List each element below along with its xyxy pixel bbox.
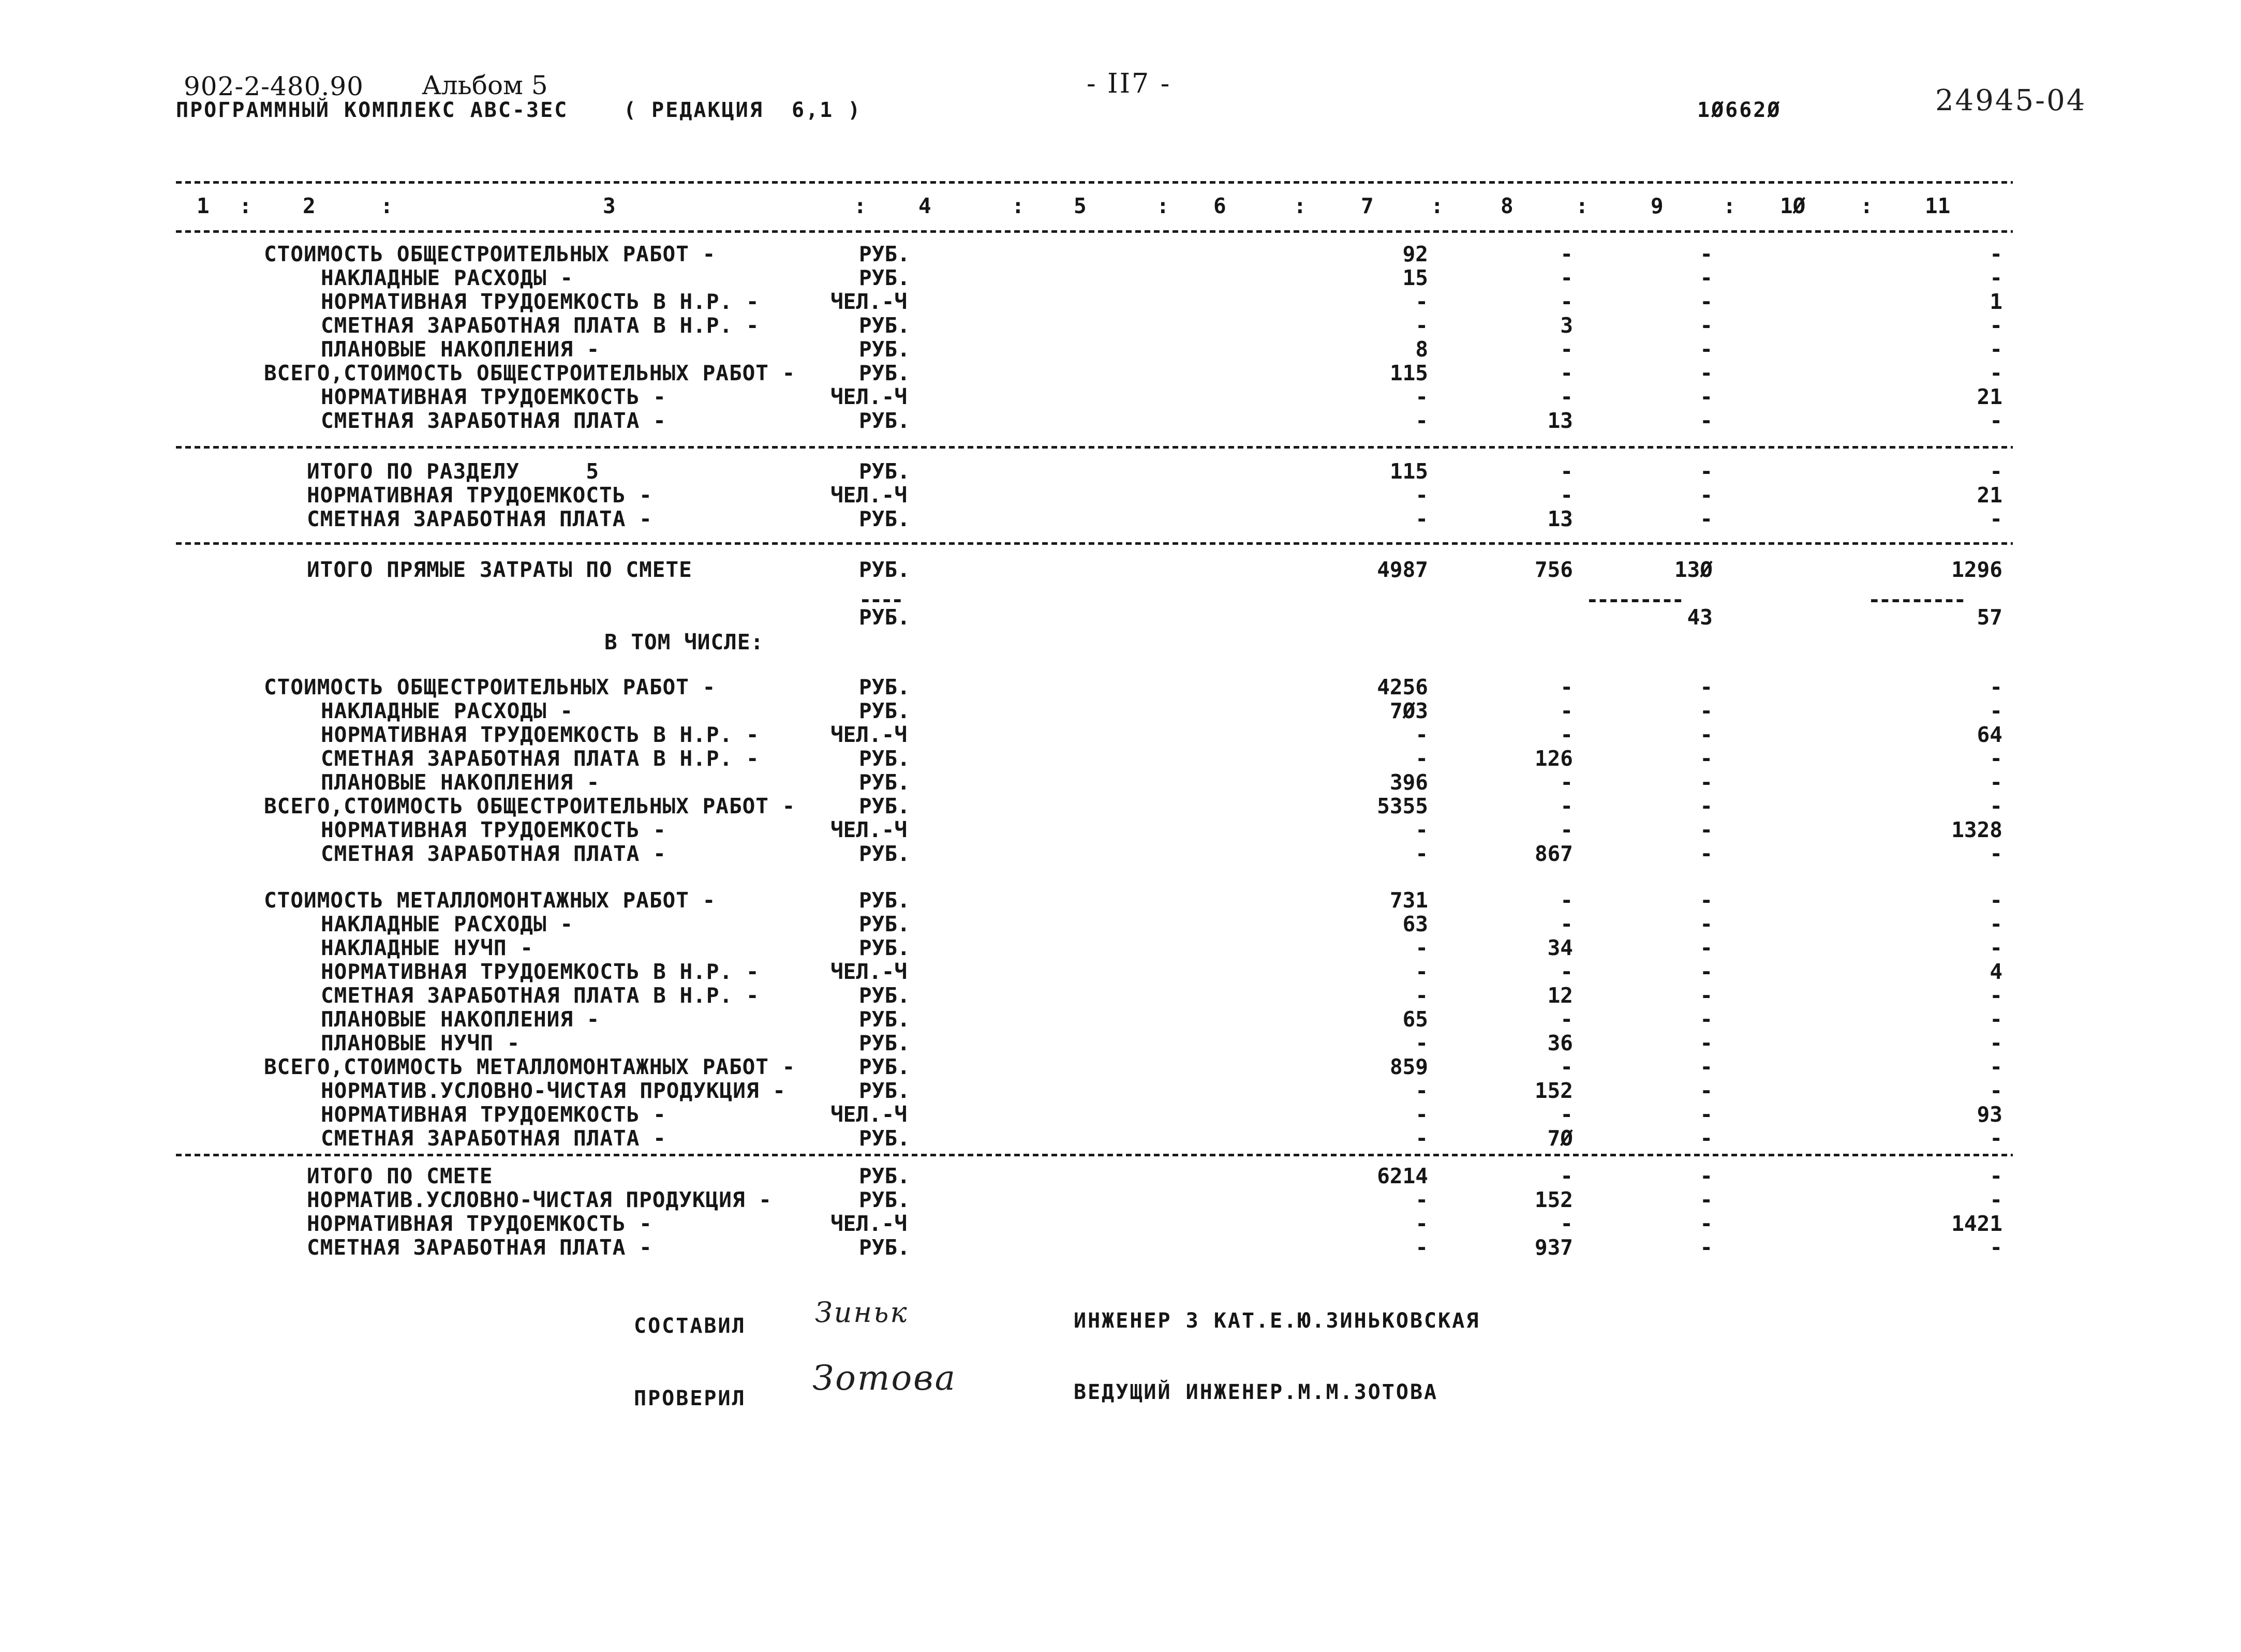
signature-block	[0, 1268, 2241, 1449]
table-row	[0, 747, 2241, 770]
unit-underline: ----	[859, 587, 902, 612]
value-c7: -	[1415, 408, 1428, 433]
value-c9: -	[1700, 841, 1713, 866]
program-title: ПРОГРАММНЫЙ КОМПЛЕКС АВС-3ЕС	[176, 98, 569, 122]
value-c9: -	[1700, 1126, 1713, 1151]
value-c9: 43	[1687, 605, 1713, 630]
value-c11: 57	[1977, 605, 2002, 630]
value-c8: 7Ø	[1547, 1126, 1573, 1151]
row-label: СМЕТНАЯ ЗАРАБОТНАЯ ПЛАТА В Н.Р. -	[321, 746, 760, 771]
value-c11: -	[1990, 265, 2002, 290]
value-c9: -	[1700, 1187, 1713, 1212]
checked-name: ВЕДУЩИЙ ИНЖЕНЕР.М.М.ЗОТОВА	[1074, 1380, 1438, 1404]
value-c9: -	[1700, 289, 1713, 314]
value-c9: -	[1700, 361, 1713, 385]
table-row	[0, 290, 2241, 314]
value-c8: -	[1560, 265, 1573, 290]
table-row	[0, 1007, 2241, 1031]
value-c7: -	[1415, 313, 1428, 338]
row-label: ПЛАНОВЫЕ НАКОПЛЕНИЯ -	[321, 337, 600, 362]
value-c8: -	[1560, 483, 1573, 508]
row-label: ПЛАНОВЫЕ НАКОПЛЕНИЯ -	[321, 1007, 600, 1032]
value-c7: 115	[1389, 459, 1428, 484]
value-c7: 7Ø3	[1389, 698, 1428, 723]
column-separator: :	[380, 194, 393, 218]
value-c11: 1296	[1951, 557, 2002, 582]
value-c8: -	[1560, 675, 1573, 700]
value-c8: -	[1560, 1007, 1573, 1032]
value-c8: 13	[1547, 507, 1573, 531]
value-c7: -	[1415, 1187, 1428, 1212]
value-c9: -	[1700, 459, 1713, 484]
table-row	[0, 314, 2241, 337]
table-row	[0, 1212, 2241, 1236]
row-label: СМЕТНАЯ ЗАРАБОТНАЯ ПЛАТА В Н.Р. -	[321, 983, 760, 1008]
column-header: 6	[1213, 194, 1226, 218]
value-c7: 8	[1415, 337, 1428, 362]
column-header: 7	[1361, 194, 1374, 218]
table-row	[0, 1079, 2241, 1103]
value-c7: -	[1415, 959, 1428, 984]
table-row	[0, 912, 2241, 936]
value-c9: -	[1700, 1235, 1713, 1260]
table-row	[0, 337, 2241, 361]
table-row	[0, 1164, 2241, 1188]
row-label: НОРМАТИВНАЯ ТРУДОЕМКОСТЬ В Н.Р. -	[321, 289, 760, 314]
value-c11: 21	[1977, 384, 2002, 409]
column-separator: :	[854, 194, 867, 218]
value-c11: -	[1990, 1164, 2002, 1188]
value-c9: -	[1700, 1164, 1713, 1188]
value-c7: -	[1415, 1126, 1428, 1151]
row-unit: РУБ.	[859, 337, 910, 362]
row-label: СМЕТНАЯ ЗАРАБОТНАЯ ПЛАТА -	[307, 507, 652, 531]
value-c9: -	[1700, 1078, 1713, 1103]
row-label: НОРМАТИВ.УСЛОВНО-ЧИСТАЯ ПРОДУКЦИЯ -	[321, 1078, 786, 1103]
row-label: ПЛАНОВЫЕ НУЧП -	[321, 1031, 521, 1055]
value-c7: 859	[1389, 1054, 1428, 1079]
row-unit: ЧЕЛ.-Ч	[830, 817, 908, 842]
c9-underline: ---------	[1586, 587, 1683, 612]
value-c9: -	[1700, 935, 1713, 960]
value-c7: 63	[1402, 912, 1428, 936]
row-unit: РУБ.	[859, 888, 910, 913]
value-c9: -	[1700, 983, 1713, 1008]
row-unit: РУБ.	[859, 1007, 910, 1032]
value-c11: -	[1990, 1078, 2002, 1103]
table-row	[0, 984, 2241, 1007]
value-c9: -	[1700, 313, 1713, 338]
table-row	[0, 818, 2241, 842]
value-c8: 12	[1547, 983, 1573, 1008]
value-c11: -	[1990, 888, 2002, 913]
row-label: НАКЛАДНЫЕ РАСХОДЫ -	[321, 912, 573, 936]
row-unit: РУБ.	[859, 1187, 910, 1212]
row-unit: РУБ.	[859, 361, 910, 385]
column-separator: :	[239, 194, 252, 218]
value-c8: -	[1560, 337, 1573, 362]
value-c7: -	[1415, 817, 1428, 842]
table-rule	[176, 1154, 2013, 1156]
row-unit: РУБ.	[859, 983, 910, 1008]
code-b: 24945-04	[1935, 84, 2087, 117]
row-unit: РУБ.	[859, 408, 910, 433]
value-c9: -	[1700, 265, 1713, 290]
row-unit: РУБ.	[859, 1126, 910, 1151]
value-c8: -	[1560, 770, 1573, 795]
value-c9: -	[1700, 1211, 1713, 1236]
column-header: 9	[1651, 194, 1664, 218]
row-label: НАКЛАДНЫЕ НУЧП -	[321, 935, 533, 960]
table-row	[0, 1188, 2241, 1212]
value-c7: 115	[1389, 361, 1428, 385]
column-header: 1Ø	[1780, 194, 1806, 218]
value-c7: 92	[1402, 242, 1428, 266]
value-c8: -	[1560, 959, 1573, 984]
value-c8: -	[1560, 289, 1573, 314]
code-a: 1Ø662Ø	[1697, 98, 1782, 122]
value-c11: -	[1990, 935, 2002, 960]
value-c9: -	[1700, 384, 1713, 409]
value-c8: 152	[1534, 1078, 1573, 1103]
value-c11: 1	[1990, 289, 2002, 314]
table-row	[0, 699, 2241, 723]
value-c9: -	[1700, 888, 1713, 913]
table-row	[0, 385, 2241, 409]
table-row	[0, 266, 2241, 290]
value-c7: -	[1415, 384, 1428, 409]
value-c8: 34	[1547, 935, 1573, 960]
value-c8: -	[1560, 888, 1573, 913]
row-unit: РУБ.	[859, 698, 910, 723]
value-c7: -	[1415, 507, 1428, 531]
row-label: СМЕТНАЯ ЗАРАБОТНАЯ ПЛАТА -	[321, 841, 666, 866]
value-c11: 4	[1990, 959, 2002, 984]
row-label: ВСЕГО,СТОИМОСТЬ МЕТАЛЛОМОНТАЖНЫХ РАБОТ -	[264, 1054, 796, 1079]
value-c9: -	[1700, 1102, 1713, 1127]
value-c8: -	[1560, 1211, 1573, 1236]
table-rule	[176, 446, 2013, 449]
value-c8: -	[1560, 698, 1573, 723]
compiled-label: СОСТАВИЛ	[634, 1314, 746, 1338]
value-c8: 126	[1534, 746, 1573, 771]
row-label: ИТОГО ПРЯМЫЕ ЗАТРАТЫ ПО СМЕТЕ	[307, 557, 692, 582]
column-header: 4	[918, 194, 931, 218]
row-unit: РУБ.	[859, 1164, 910, 1188]
value-c7: -	[1415, 289, 1428, 314]
column-header: 8	[1501, 194, 1513, 218]
row-label: НОРМАТИВНАЯ ТРУДОЕМКОСТЬ В Н.Р. -	[321, 959, 760, 984]
row-label: НОРМАТИВНАЯ ТРУДОЕМКОСТЬ -	[321, 817, 666, 842]
value-c9: -	[1700, 746, 1713, 771]
value-c8: -	[1560, 912, 1573, 936]
column-separator: :	[1431, 194, 1444, 218]
value-c9: -	[1700, 722, 1713, 747]
table-row	[0, 1031, 2241, 1055]
value-c7: -	[1415, 722, 1428, 747]
table-row	[0, 842, 2241, 866]
value-c7: -	[1415, 1211, 1428, 1236]
value-c9: -	[1700, 1007, 1713, 1032]
value-c11: -	[1990, 675, 2002, 700]
value-c9: -	[1700, 507, 1713, 531]
checked-label: ПРОВЕРИЛ	[634, 1387, 746, 1410]
value-c11: -	[1990, 507, 2002, 531]
row-unit: РУБ.	[859, 1031, 910, 1055]
value-c8: -	[1560, 1164, 1573, 1188]
value-c7: 65	[1402, 1007, 1428, 1032]
value-c11: -	[1990, 1126, 2002, 1151]
row-label: СМЕТНАЯ ЗАРАБОТНАЯ ПЛАТА -	[321, 408, 666, 433]
value-c7: -	[1415, 1031, 1428, 1055]
value-c8: 36	[1547, 1031, 1573, 1055]
column-separator: :	[1156, 194, 1169, 218]
table-rule	[176, 181, 2013, 184]
value-c8: -	[1560, 361, 1573, 385]
value-c9: -	[1700, 959, 1713, 984]
value-c9: -	[1700, 794, 1713, 818]
value-c7: 5355	[1377, 794, 1428, 818]
value-c8: 3	[1560, 313, 1573, 338]
value-c11: -	[1990, 794, 2002, 818]
column-header-row	[0, 194, 2241, 218]
compiled-name: ИНЖЕНЕР 3 КАТ.Е.Ю.ЗИНЬКОВСКАЯ	[1074, 1309, 1480, 1333]
row-label: В ТОМ ЧИСЛЕ:	[604, 630, 764, 654]
table-row	[0, 936, 2241, 960]
value-c11: -	[1990, 1007, 2002, 1032]
row-label: ИТОГО ПО СМЕТЕ	[307, 1164, 493, 1188]
value-c8: 937	[1534, 1235, 1573, 1260]
row-label: ВСЕГО,СТОИМОСТЬ ОБЩЕСТРОИТЕЛЬНЫХ РАБОТ -	[264, 361, 796, 385]
value-c7: -	[1415, 841, 1428, 866]
table-row	[0, 242, 2241, 266]
table-row	[0, 459, 2241, 483]
row-label: НОРМАТИВ.УСЛОВНО-ЧИСТАЯ ПРОДУКЦИЯ -	[307, 1187, 772, 1212]
row-unit: ЧЕЛ.-Ч	[830, 1211, 908, 1236]
value-c8: -	[1560, 722, 1573, 747]
row-label: НОРМАТИВНАЯ ТРУДОЕМКОСТЬ -	[321, 1102, 666, 1127]
row-label: НОРМАТИВНАЯ ТРУДОЕМКОСТЬ -	[307, 1211, 652, 1236]
value-c7: 731	[1389, 888, 1428, 913]
table-row	[0, 630, 2241, 654]
row-label: ВСЕГО,СТОИМОСТЬ ОБЩЕСТРОИТЕЛЬНЫХ РАБОТ -	[264, 794, 796, 818]
row-label: СТОИМОСТЬ ОБЩЕСТРОИТЕЛЬНЫХ РАБОТ -	[264, 242, 716, 266]
value-c8: -	[1560, 242, 1573, 266]
table-row	[0, 558, 2241, 582]
row-unit: РУБ.	[859, 459, 910, 484]
compiled-signature: Зиньк	[815, 1296, 909, 1329]
table-row	[0, 1126, 2241, 1150]
value-c8: 756	[1534, 557, 1573, 582]
row-unit: РУБ.	[859, 794, 910, 818]
value-c11: 21	[1977, 483, 2002, 508]
row-unit: РУБ.	[859, 746, 910, 771]
row-label: НАКЛАДНЫЕ РАСХОДЫ -	[321, 698, 573, 723]
value-c7: -	[1415, 1078, 1428, 1103]
value-c9: -	[1700, 408, 1713, 433]
column-header: 1	[197, 194, 210, 218]
table-row	[0, 770, 2241, 794]
value-c11: -	[1990, 770, 2002, 795]
value-c11: -	[1990, 242, 2002, 266]
value-c7: 396	[1389, 770, 1428, 795]
value-c11: -	[1990, 841, 2002, 866]
value-c11: 1421	[1951, 1211, 2002, 1236]
row-unit: РУБ.	[859, 265, 910, 290]
row-unit: ЧЕЛ.-Ч	[830, 1102, 908, 1127]
row-unit: ЧЕЛ.-Ч	[830, 722, 908, 747]
value-c11: -	[1990, 1031, 2002, 1055]
column-header: 5	[1074, 194, 1087, 218]
value-c8: -	[1560, 817, 1573, 842]
c11-underline: ---------	[1868, 587, 1965, 612]
row-unit: ЧЕЛ.-Ч	[830, 384, 908, 409]
row-unit: ЧЕЛ.-Ч	[830, 289, 908, 314]
value-c11: 93	[1977, 1102, 2002, 1127]
row-label: НОРМАТИВНАЯ ТРУДОЕМКОСТЬ -	[321, 384, 666, 409]
value-c11: 64	[1977, 722, 2002, 747]
value-c7: 4256	[1377, 675, 1428, 700]
value-c9: -	[1700, 770, 1713, 795]
column-separator: :	[1860, 194, 1873, 218]
column-separator: :	[1576, 194, 1589, 218]
value-c9: -	[1700, 698, 1713, 723]
value-c8: 152	[1534, 1187, 1573, 1212]
value-c8: 13	[1547, 408, 1573, 433]
table-rule	[176, 230, 2013, 233]
table-row	[0, 507, 2241, 531]
row-unit: РУБ.	[859, 1078, 910, 1103]
row-label: СМЕТНАЯ ЗАРАБОТНАЯ ПЛАТА -	[307, 1235, 652, 1260]
row-label: НОРМАТИВНАЯ ТРУДОЕМКОСТЬ -	[307, 483, 652, 508]
value-c11: -	[1990, 408, 2002, 433]
row-unit: РУБ.	[859, 1054, 910, 1079]
table-row	[0, 888, 2241, 912]
page-number: - II7 -	[1087, 68, 1171, 99]
row-label: НАКЛАДНЫЕ РАСХОДЫ -	[321, 265, 573, 290]
value-c8: -	[1560, 459, 1573, 484]
value-c11: -	[1990, 1235, 2002, 1260]
value-c7: -	[1415, 983, 1428, 1008]
edition-label: ( РЕДАКЦИЯ 6,1 )	[624, 98, 862, 122]
row-label: НОРМАТИВНАЯ ТРУДОЕМКОСТЬ В Н.Р. -	[321, 722, 760, 747]
row-unit: РУБ.	[859, 912, 910, 936]
value-c11: -	[1990, 746, 2002, 771]
value-c7: 4987	[1377, 557, 1428, 582]
row-unit: РУБ.	[859, 1235, 910, 1260]
column-separator: :	[1294, 194, 1307, 218]
row-unit: РУБ.	[859, 841, 910, 866]
row-label: СМЕТНАЯ ЗАРАБОТНАЯ ПЛАТА В Н.Р. -	[321, 313, 760, 338]
row-label: СТОИМОСТЬ ОБЩЕСТРОИТЕЛЬНЫХ РАБОТ -	[264, 675, 716, 700]
column-header: 2	[303, 194, 316, 218]
value-c9: -	[1700, 337, 1713, 362]
row-label: ПЛАНОВЫЕ НАКОПЛЕНИЯ -	[321, 770, 600, 795]
value-c7: -	[1415, 746, 1428, 771]
row-unit: РУБ.	[859, 605, 910, 630]
column-header: 11	[1925, 194, 1951, 218]
value-c11: -	[1990, 1187, 2002, 1212]
value-c11: -	[1990, 983, 2002, 1008]
value-c9: -	[1700, 817, 1713, 842]
value-c9: 13Ø	[1674, 557, 1713, 582]
value-c8: -	[1560, 1102, 1573, 1127]
table-row	[0, 723, 2241, 747]
row-unit: РУБ.	[859, 557, 910, 582]
table-row	[0, 1236, 2241, 1259]
value-c8: -	[1560, 384, 1573, 409]
value-c9: -	[1700, 1054, 1713, 1079]
row-unit: РУБ.	[859, 935, 910, 960]
value-c7: -	[1415, 935, 1428, 960]
row-label: ИТОГО ПО РАЗДЕЛУ 5	[307, 459, 600, 484]
value-c7: 6214	[1377, 1164, 1428, 1188]
row-unit: РУБ.	[859, 507, 910, 531]
value-c11: -	[1990, 698, 2002, 723]
table-row	[0, 409, 2241, 433]
value-c9: -	[1700, 675, 1713, 700]
value-c11: -	[1990, 912, 2002, 936]
table-row	[0, 794, 2241, 818]
value-c11: -	[1990, 1054, 2002, 1079]
value-c9: -	[1700, 1031, 1713, 1055]
table-row	[0, 483, 2241, 507]
table-row	[0, 960, 2241, 984]
row-label: СТОИМОСТЬ МЕТАЛЛОМОНТАЖНЫХ РАБОТ -	[264, 888, 716, 913]
value-c11: -	[1990, 361, 2002, 385]
row-unit: РУБ.	[859, 242, 910, 266]
row-unit: ЧЕЛ.-Ч	[830, 483, 908, 508]
album-number: Альбом 5	[422, 70, 548, 100]
value-c9: -	[1700, 242, 1713, 266]
checked-signature: Зотова	[812, 1358, 957, 1398]
value-c11: -	[1990, 459, 2002, 484]
row-label: СМЕТНАЯ ЗАРАБОТНАЯ ПЛАТА -	[321, 1126, 666, 1151]
value-c9: -	[1700, 483, 1713, 508]
value-c7: -	[1415, 483, 1428, 508]
table-rule	[176, 542, 2013, 545]
value-c11: -	[1990, 313, 2002, 338]
value-c11: -	[1990, 337, 2002, 362]
value-c9: -	[1700, 912, 1713, 936]
value-c8: 867	[1534, 841, 1573, 866]
table-row	[0, 361, 2241, 385]
value-c11: 1328	[1951, 817, 2002, 842]
row-unit: РУБ.	[859, 313, 910, 338]
value-c7: -	[1415, 1102, 1428, 1127]
table-row	[0, 1103, 2241, 1126]
column-header: 3	[603, 194, 616, 218]
document-code: 902-2-480.90	[184, 71, 364, 101]
value-c7: -	[1415, 1235, 1428, 1260]
row-unit: ЧЕЛ.-Ч	[830, 959, 908, 984]
column-separator: :	[1723, 194, 1736, 218]
table-row	[0, 675, 2241, 699]
column-separator: :	[1012, 194, 1025, 218]
value-c7: 15	[1402, 265, 1428, 290]
value-c8: -	[1560, 794, 1573, 818]
table-row	[0, 1055, 2241, 1079]
row-unit: РУБ.	[859, 675, 910, 700]
row-unit: РУБ.	[859, 770, 910, 795]
value-c8: -	[1560, 1054, 1573, 1079]
